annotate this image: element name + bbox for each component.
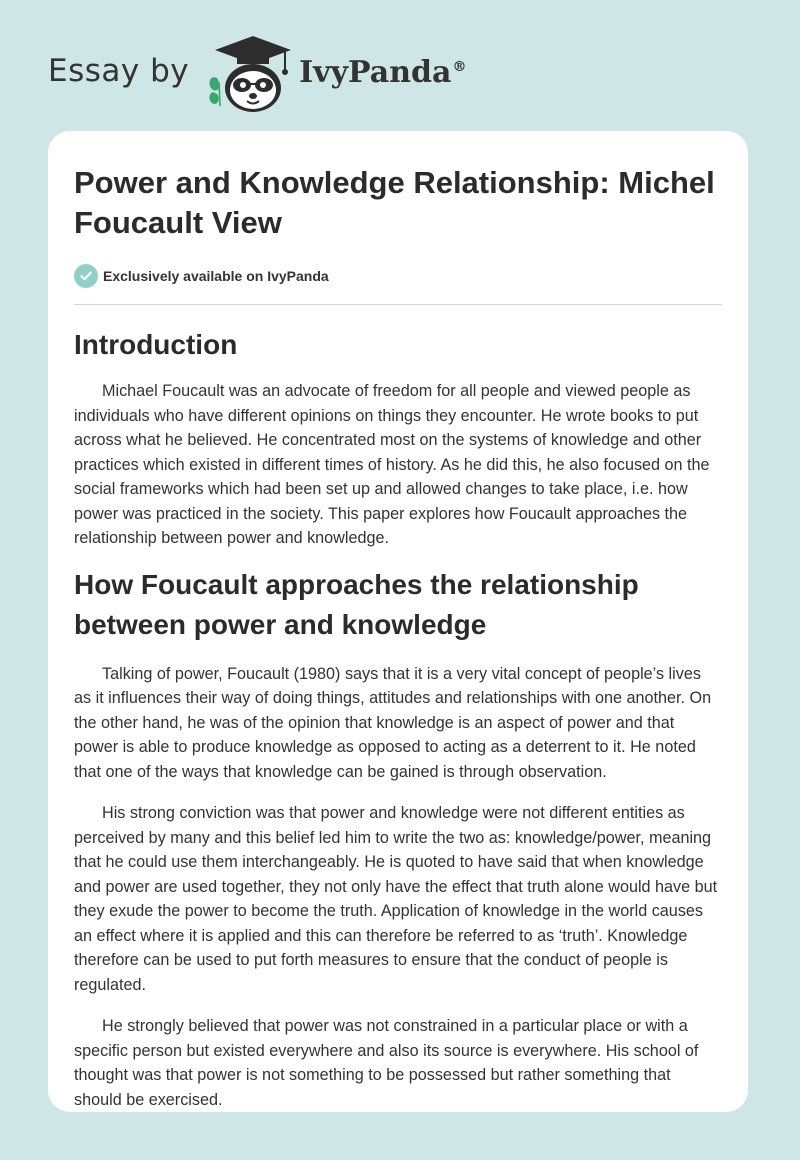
panda-graduate-icon (203, 34, 295, 114)
check-icon (74, 264, 98, 288)
brand-name: IvyPanda® (299, 54, 467, 90)
title-divider (74, 304, 722, 305)
section-introduction (74, 325, 722, 551)
paragraph: Talking of power, Foucault (1980) says that it is a very vital concept of people’s lives as it influences their way of doing things, attitudes and relationships with one another. On the other hand, he was of the opinion that knowledge is an aspect of power and that power is able to produce knowledge as opposed to acting as a deterrent to it. He noted that one of the ways that knowledge can be gained is through observation. (74, 664, 712, 781)
paragraph: His strong conviction was that power and knowledge were not different entities as perceived by many and this belief led him to write the two as: knowledge/power, meaning that he could use them interchangeably. He is quoted to have said that when knowledge and power are used together, they not only have the effect that truth alone would have but they exude the power to become the truth. Application of knowledge in the world causes an effect where it is applied and this can therefore be referred to as ‘truth’. Knowledge therefore can be used to put forth measures to ensure that the conduct of people is regulated. (74, 804, 718, 994)
brand-prefix: Essay by (48, 53, 190, 89)
paragraph: He strongly believed that power was not constrained in a particular place or with a specific person but existed everywhere and also its source is everywhere. His school of thought was that power is not something to be possessed but rather something that should be exercised. (74, 1017, 699, 1109)
section-power-knowledge (74, 565, 722, 1113)
exclusive-badge (74, 261, 722, 291)
paragraph: Michael Foucault was an advocate of freedom for all people and viewed people as individuals who have different opinions on things they encounter. He wrote books to put across what he believed. He concentrated most on the systems of knowledge and other practices which existed in different times of history. As he did this, he also focused on the social frameworks which had been set up and allowed changes to take place, i.e. how power was practiced in the society. This paper explores how Foucault approaches the relationship between power and knowledge. (74, 382, 710, 547)
brand-header[interactable] (48, 34, 466, 114)
exclusive-label: Exclusively available on IvyPanda (103, 268, 329, 284)
essay-title: Power and Knowledge Relationship: Michel Foucault View (74, 165, 715, 240)
registered-mark: ® (452, 58, 467, 75)
essay-card (48, 131, 748, 1112)
ivy-leaf-icon (209, 77, 220, 106)
section-heading: Introduction (74, 329, 238, 360)
section-heading: How Foucault approaches the relationship between power and knowledge (74, 568, 639, 640)
